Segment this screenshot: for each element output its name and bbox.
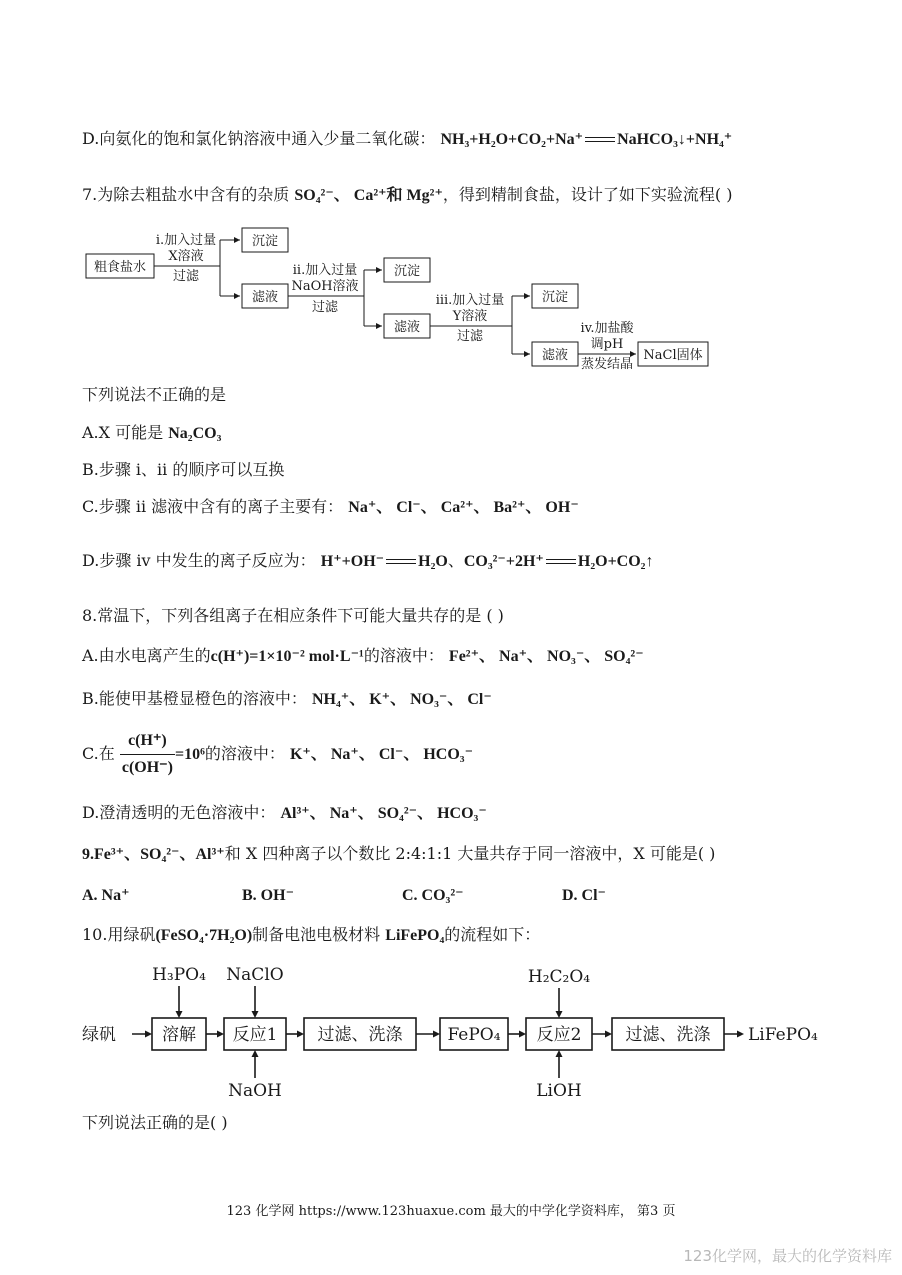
q7-box-precipitate-3: 沉淀 <box>541 290 569 305</box>
q10-reagent-naclo: NaClO <box>226 965 284 985</box>
q10-box-reaction1: 反应1 <box>232 1025 278 1045</box>
q9-option-b: B. OH⁻ <box>242 887 295 904</box>
equals-sign-icon <box>546 559 576 564</box>
q7-box-product: NaCl固体 <box>643 348 703 363</box>
q7-step1-line2: X溶液 <box>168 249 204 264</box>
q7-box-filtrate-3: 滤液 <box>541 348 569 363</box>
q10-end-label: LiFePO₄ <box>748 1025 818 1045</box>
equals-sign-icon <box>386 559 416 564</box>
q10-box-filter-wash-1: 过滤、洗涤 <box>317 1025 403 1045</box>
q7-ions: SO₄²⁻、 Ca²⁺和 Mg²⁺ <box>294 187 443 204</box>
q7-step3-line2: Y溶液 <box>452 309 488 324</box>
q8-option-a: A.由水电离产生的c(H⁺)=1×10⁻² mol·L⁻¹的溶液中： Fe²⁺、 Na⁺、 NO₃⁻、 SO₄²⁻ <box>82 646 644 665</box>
q10-prompt: 下列说法正确的是( ) <box>82 1113 228 1132</box>
q10-reagent-lioh: LiOH <box>536 1081 582 1100</box>
q7-flowchart <box>80 222 720 372</box>
q7-step4-line2: 调pH <box>590 337 624 352</box>
q7-box-precipitate-2: 沉淀 <box>393 264 421 279</box>
q8-option-c: C.在 $\frac{c(H^+)}{c(OH^-)}$ =10⁶的溶液中： K⁺、 Na⁺、 Cl⁻、 HCO₃⁻ <box>82 728 473 781</box>
q10-reagent-naoh: NaOH <box>228 1081 282 1100</box>
q7-option-d: D.步骤 iv 中发生的离子反应为： H⁺+OH⁻ H₂O、CO₃²⁻+2H⁺ H₂O+CO₂↑ <box>82 551 654 570</box>
q10-flowchart <box>80 960 830 1100</box>
q7-option-b: B.步骤 i、ii 的顺序可以互换 <box>82 460 285 479</box>
q9-options <box>82 884 722 907</box>
q7-prompt: 下列说法不正确的是 <box>82 385 227 404</box>
q10-reagent-h2c2o4: H₂C₂O₄ <box>527 967 591 987</box>
q7-step1-line1: i.加入过量 <box>155 233 217 248</box>
q7-step3-line1: iii.加入过量 <box>435 293 505 308</box>
q10-stem: 10.用绿矾(FeSO₄·7H₂O)制备电池电极材料 LiFePO₄的流程如下： <box>82 925 541 944</box>
page-footer: 123 化学网 https://www.123huaxue.com 最大的中学化学资料库， 第3 页 <box>226 1204 676 1219</box>
q6-option-d: D.向氨化的饱和氯化钠溶液中通入少量二氧化碳： NH₃+H₂O+CO₂+Na⁺ NaHCO₃↓+NH₄⁺ <box>82 129 733 148</box>
q7-stem: 7.为除去粗盐水中含有的杂质 SO₄²⁻、 Ca²⁺和 Mg²⁺，得到精制食盐，设计了如下实验流程( ) <box>82 185 733 204</box>
q7-step2-line1: ii.加入过量 <box>292 263 358 278</box>
q8-option-d: D.澄清透明的无色溶液中： Al³⁺、 Na⁺、 SO₄²⁻、 HCO₃⁻ <box>82 803 487 822</box>
q10-box-fepo4: FePO₄ <box>447 1025 501 1045</box>
q7-step3-line3: 过滤 <box>456 329 484 344</box>
equals-sign-icon <box>585 137 615 142</box>
q7-box-precipitate-1: 沉淀 <box>251 234 279 249</box>
q7-step1-line3: 过滤 <box>172 269 200 284</box>
q10-reagent-h3po4: H₃PO₄ <box>152 965 206 985</box>
q10-box-filter-wash-2: 过滤、洗涤 <box>625 1025 711 1045</box>
q7-step2-line2: NaOH溶液 <box>291 279 359 294</box>
q10-box-dissolve: 溶解 <box>162 1025 196 1045</box>
q9-option-d: D. Cl⁻ <box>562 887 606 904</box>
q9-option-a: A. Na⁺ <box>82 887 130 904</box>
q7-step4-line3: 蒸发结晶 <box>580 357 634 372</box>
q7-box-filtrate-2: 滤液 <box>393 320 421 335</box>
q9-option-c: C. CO₃²⁻ <box>402 887 464 904</box>
q10-start-label: 绿矾 <box>82 1025 116 1045</box>
q7-option-a: A.X 可能是 Na₂CO₃ <box>82 423 222 442</box>
q6-eq-left: NH₃+H₂O+CO₂+Na⁺ <box>440 131 584 148</box>
q9-stem: 9.Fe³⁺、SO₄²⁻、Al³⁺和 X 四种离子以个数比 2:4:1:1 大量共存于同一溶液中，X 可能是( ) <box>82 844 716 863</box>
watermark: 123化学网，最大的化学资料库 <box>683 1247 892 1265</box>
q7-option-c: C.步骤 ii 滤液中含有的离子主要有： Na⁺、 Cl⁻、 Ca²⁺、 Ba²⁺、 OH⁻ <box>82 497 579 516</box>
q7-step4-line1: iv.加盐酸 <box>580 321 634 336</box>
q6-eq-right: NaHCO₃↓+NH₄⁺ <box>617 131 733 148</box>
q10-box-reaction2: 反应2 <box>536 1025 582 1045</box>
q7-box-filtrate-1: 滤液 <box>251 290 279 305</box>
q8-option-b: B.能使甲基橙显橙色的溶液中： NH₄⁺、 K⁺、 NO₃⁻、 Cl⁻ <box>82 689 492 708</box>
q8-fraction: $\frac{c(H^+)}{c(OH^-)}$ <box>120 728 175 781</box>
q7-step2-line3: 过滤 <box>311 300 339 315</box>
q7-box-start: 粗食盐水 <box>93 260 147 275</box>
q8-stem: 8.常温下，下列各组离子在相应条件下可能大量共存的是 ( ) <box>82 606 504 625</box>
